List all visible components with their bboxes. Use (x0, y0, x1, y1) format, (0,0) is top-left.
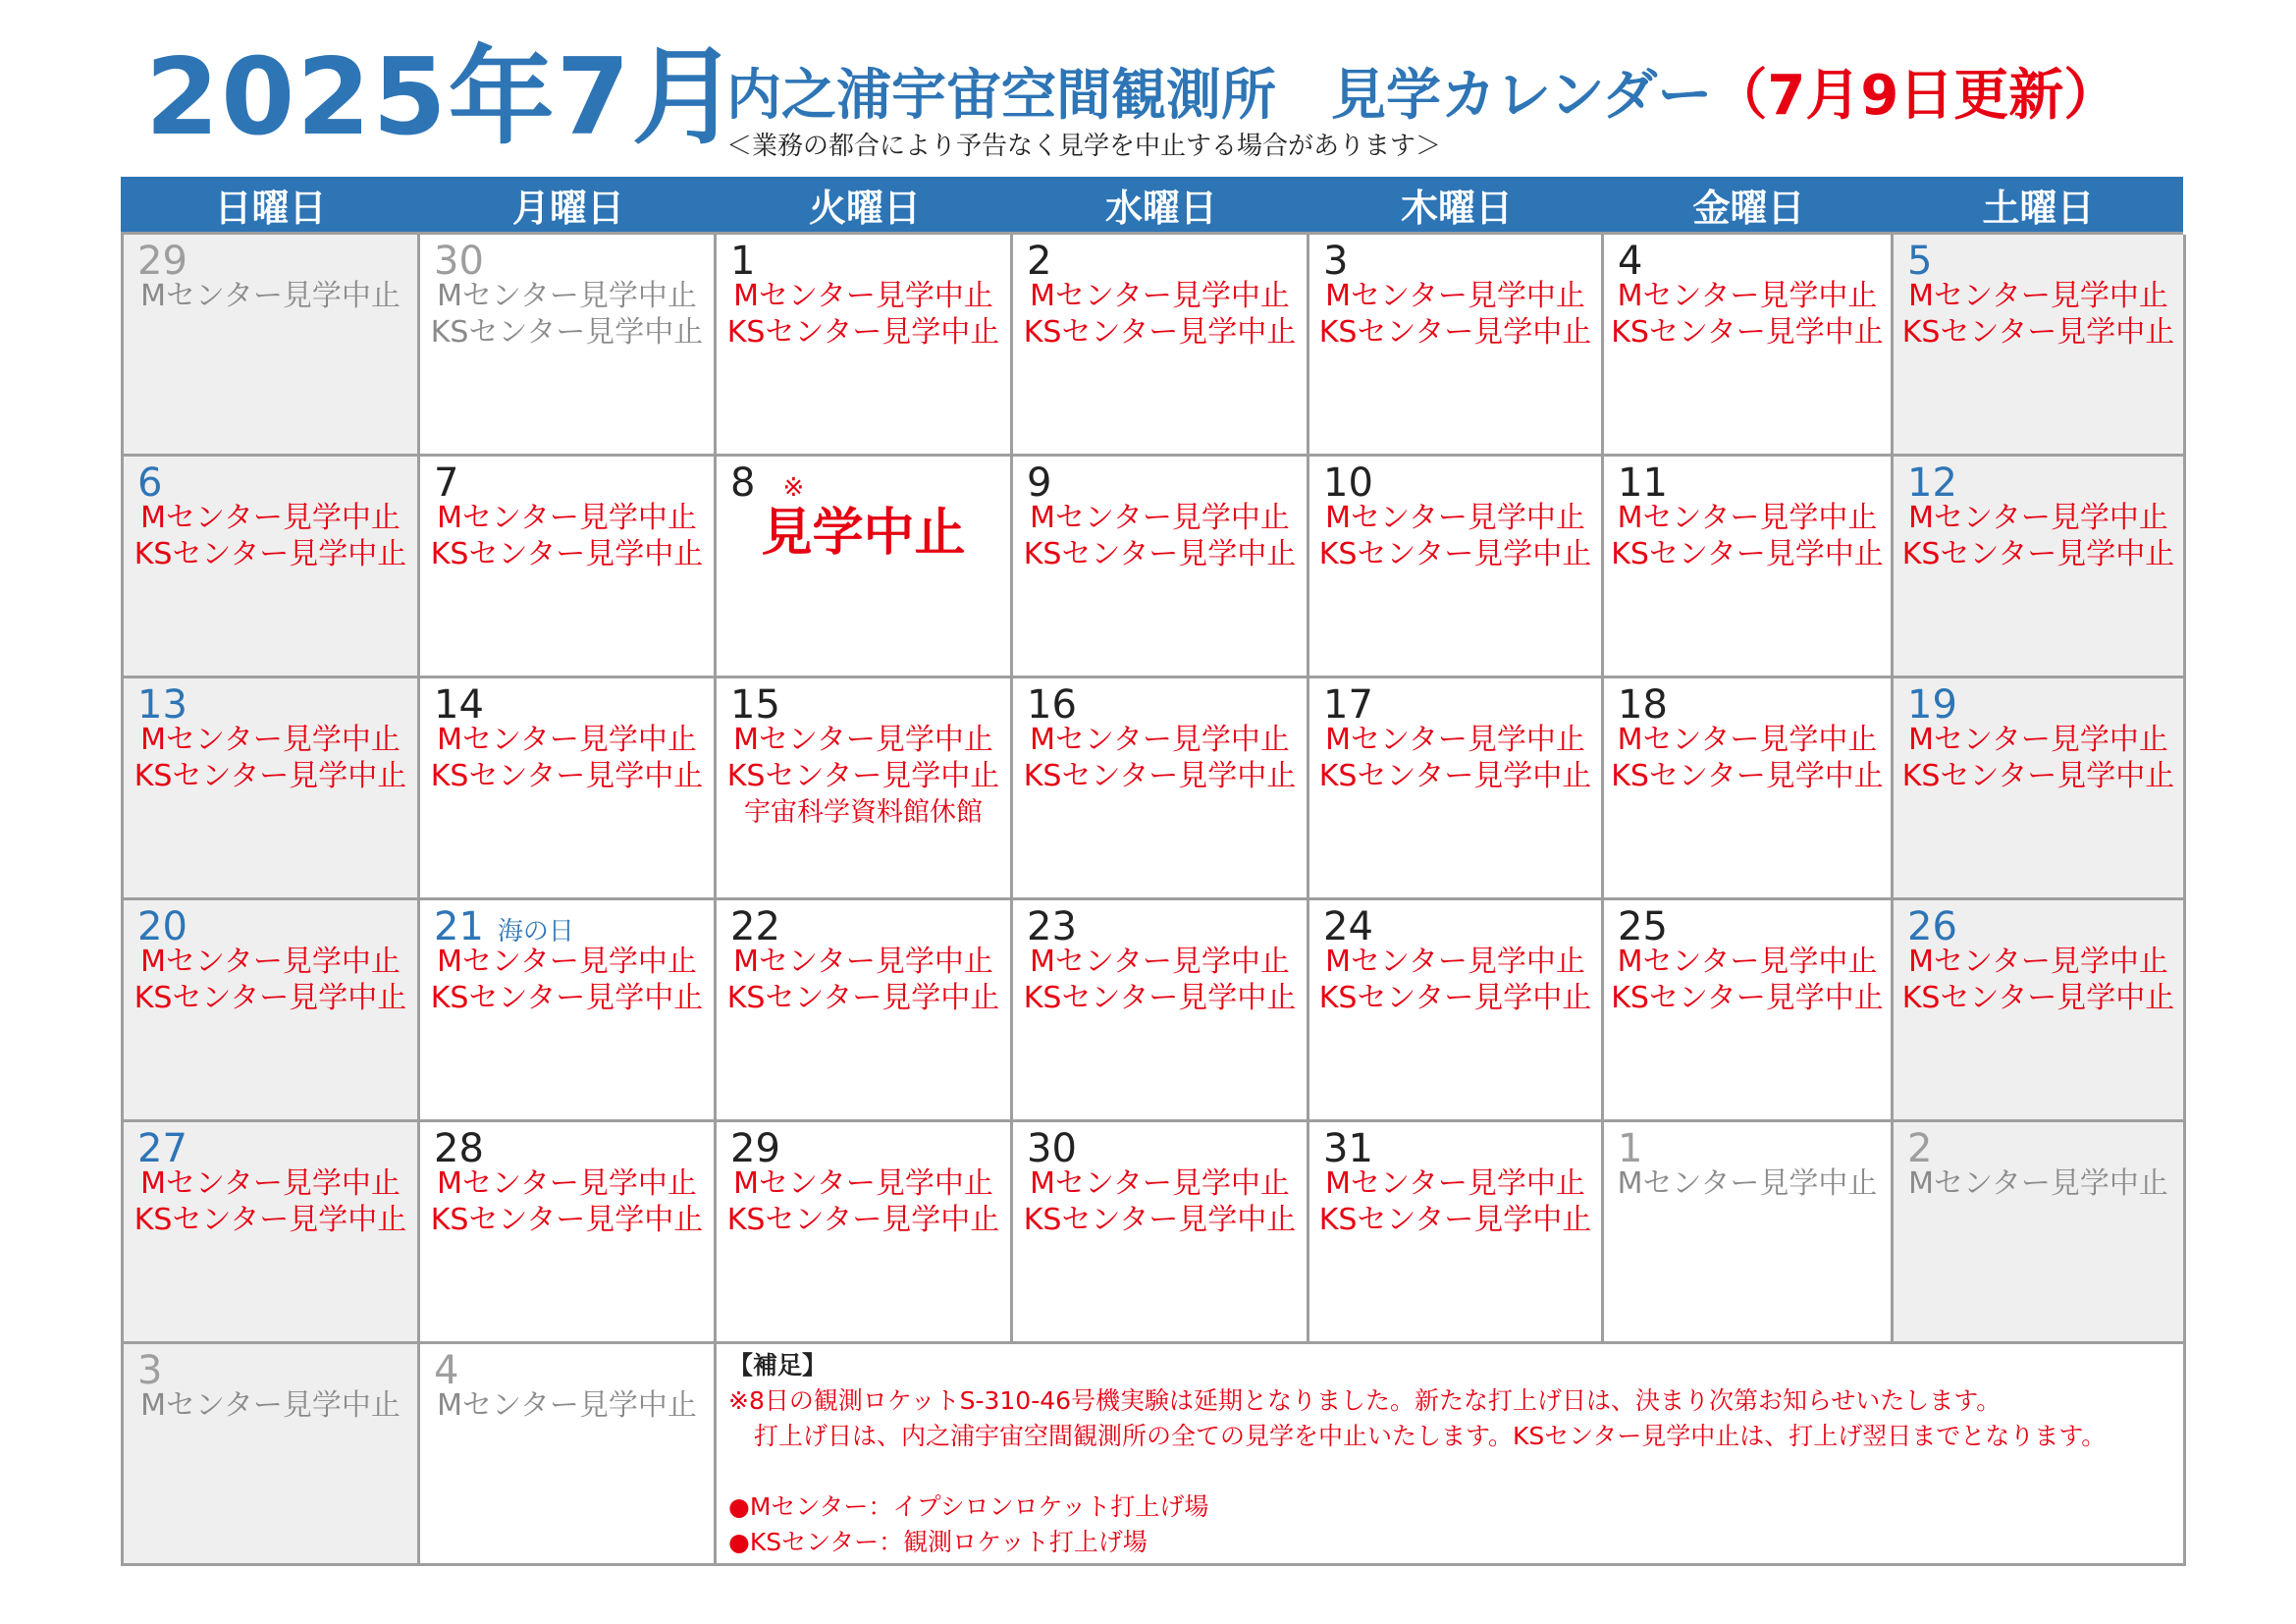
day-cell (1604, 678, 1894, 900)
ks-center-closed: KSセンター見学中止 (1023, 759, 1297, 793)
day-number: 14 (434, 682, 484, 728)
day-number: 26 (1907, 904, 1957, 949)
m-center-closed: Mセンター見学中止 (1030, 279, 1290, 313)
day-number: 19 (1907, 682, 1957, 728)
day-cell (1604, 1122, 1894, 1344)
ks-center-closed: KSセンター見学中止 (1318, 759, 1592, 793)
day-cell (420, 678, 717, 900)
day-number: 16 (1027, 682, 1077, 728)
day-cell (717, 457, 1013, 678)
ks-center-closed: KSセンター見学中止 (1901, 315, 2175, 350)
day-number: 29 (137, 239, 187, 284)
day-number: 2 (1907, 1126, 1933, 1171)
day-number: 1 (730, 239, 756, 284)
ks-center-closed: KSセンター見学中止 (726, 1203, 1000, 1237)
m-center-closed: Mセンター見学中止 (437, 279, 697, 313)
ks-center-closed: KSセンター見学中止 (1023, 1203, 1297, 1237)
m-center-closed: Mセンター見学中止 (733, 1166, 993, 1201)
day-number: 6 (137, 460, 163, 506)
m-center-closed: Mセンター見学中止 (437, 1166, 697, 1201)
m-center-closed: Mセンター見学中止 (1908, 501, 2168, 535)
m-center-closed: Mセンター見学中止 (1325, 1166, 1585, 1201)
day-cell (1309, 678, 1604, 900)
day-number: 24 (1323, 904, 1373, 949)
notice-text: ＜業務の都合により予告なく見学を中止する場合があります＞ (726, 132, 1442, 161)
day-number: 20 (137, 904, 187, 949)
m-center-closed: Mセンター見学中止 (1325, 945, 1585, 979)
day-number: 3 (137, 1348, 163, 1393)
note-postponed: ※8日の観測ロケットS-310-46号機実験は延期となりました。新たな打上げ日は、決まり次第お知らせいたします。 (728, 1386, 2002, 1415)
weekday-monday: 月曜日 (511, 186, 624, 230)
ks-center-closed: KSセンター見学中止 (1023, 315, 1297, 350)
m-center-closed: Mセンター見学中止 (1030, 1166, 1290, 1201)
day-cell (1604, 235, 1894, 457)
day-number: 10 (1323, 460, 1373, 506)
museum-closed: 宇宙科学資料館休館 (744, 797, 983, 828)
note-launch-day: 打上げ日は、内之浦宇宙空間観測所の全ての見学を中止いたします。KSセンター見学中止は、打上げ翌日までとなります。 (754, 1422, 2107, 1450)
note-m-center: ●Mセンター：イプシロンロケット打上げ場 (728, 1492, 1209, 1521)
day-cell (420, 235, 717, 457)
day-number-value: 21 (434, 904, 484, 949)
m-center-closed: Mセンター見学中止 (140, 1388, 400, 1423)
calendar-month-title: 2025年7月 (145, 36, 740, 159)
ks-center-closed: KSセンター見学中止 (1901, 537, 2175, 571)
day-number: 28 (434, 1126, 484, 1171)
m-center-closed: Mセンター見学中止 (1617, 1166, 1878, 1201)
m-center-closed: Mセンター見学中止 (733, 945, 993, 979)
m-center-closed: Mセンター見学中止 (1325, 723, 1585, 757)
m-center-closed: Mセンター見学中止 (1908, 1166, 2168, 1201)
day-number-value: 8 (730, 460, 756, 506)
m-center-closed: Mセンター見学中止 (140, 501, 400, 535)
ks-center-closed: KSセンター見学中止 (430, 1203, 704, 1237)
m-center-closed: Mセンター見学中止 (1617, 501, 1878, 535)
ks-center-closed: KSセンター見学中止 (1611, 537, 1884, 571)
day-number: 7 (434, 460, 459, 506)
day-cell (124, 235, 420, 457)
weekday-thursday: 木曜日 (1400, 186, 1513, 230)
day-number: 30 (1027, 1126, 1077, 1171)
ks-center-closed: KSセンター見学中止 (726, 981, 1000, 1015)
day-number: 4 (1618, 239, 1643, 284)
ks-center-closed: KSセンター見学中止 (726, 315, 1000, 350)
weekday-tuesday: 火曜日 (808, 186, 921, 230)
m-center-closed: Mセンター見学中止 (140, 279, 400, 313)
m-center-closed: Mセンター見学中止 (1030, 723, 1290, 757)
note-ks-center: ●KSセンター：観測ロケット打上げ場 (728, 1528, 1148, 1556)
day-number: 12 (1907, 460, 1957, 506)
day-cell (124, 1344, 420, 1566)
day-number: 17 (1323, 682, 1373, 728)
day-number: 27 (137, 1126, 187, 1171)
day-number: 29 (730, 1126, 780, 1171)
day-cell (1309, 457, 1604, 678)
ks-center-closed: KSセンター見学中止 (726, 759, 1000, 793)
update-date: （7月9日更新） (1712, 64, 2119, 128)
day-cell (420, 457, 717, 678)
m-center-closed: Mセンター見学中止 (1325, 501, 1585, 535)
ks-center-closed: KSセンター見学中止 (1901, 759, 2175, 793)
day-cell (1013, 900, 1309, 1122)
calendar-subtitle (726, 64, 2119, 128)
weekday-saturday: 土曜日 (1982, 186, 2095, 230)
day-number: 23 (1027, 904, 1077, 949)
m-center-closed: Mセンター見学中止 (1325, 279, 1585, 313)
ks-center-closed: KSセンター見学中止 (1318, 1203, 1592, 1237)
m-center-closed: Mセンター見学中止 (437, 501, 697, 535)
holiday-label: 海の日 (497, 917, 574, 947)
m-center-closed: Mセンター見学中止 (1030, 945, 1290, 979)
day-cell (420, 1122, 717, 1344)
day-number: 25 (1618, 904, 1668, 949)
day-number: 30 (434, 239, 484, 284)
day-cell (717, 900, 1013, 1122)
day-number: 11 (1618, 460, 1668, 506)
day-cell (717, 1122, 1013, 1344)
ks-center-closed: KSセンター見学中止 (133, 1203, 407, 1237)
day-number: 15 (730, 682, 780, 728)
ks-center-closed: KSセンター見学中止 (430, 759, 704, 793)
ks-center-closed: KSセンター見学中止 (1611, 981, 1884, 1015)
supplement-notes (717, 1344, 2186, 1566)
ks-center-closed: KSセンター見学中止 (430, 537, 704, 571)
ks-center-closed: KSセンター見学中止 (1023, 537, 1297, 571)
notes-heading: 【補足】 (728, 1351, 828, 1380)
m-center-closed: Mセンター見学中止 (733, 279, 993, 313)
day-cell (124, 1122, 420, 1344)
ks-center-closed: KSセンター見学中止 (133, 981, 407, 1015)
m-center-closed: Mセンター見学中止 (1617, 723, 1878, 757)
m-center-closed: Mセンター見学中止 (1617, 945, 1878, 979)
ks-center-closed: KSセンター見学中止 (430, 981, 704, 1015)
day-cell (124, 678, 420, 900)
m-center-closed: Mセンター見学中止 (1908, 723, 2168, 757)
day-number: 13 (137, 682, 187, 728)
day-cell (717, 678, 1013, 900)
day-cell (1894, 235, 2186, 457)
weekday-friday: 金曜日 (1692, 186, 1805, 230)
day-cell (1894, 678, 2186, 900)
day-cell (1894, 457, 2186, 678)
m-center-closed: Mセンター見学中止 (1908, 945, 2168, 979)
calendar (121, 177, 2183, 1559)
day-cell (1894, 900, 2186, 1122)
day-number: 1 (1618, 1126, 1643, 1171)
ks-center-closed: KSセンター見学中止 (1901, 981, 2175, 1015)
calendar-grid (121, 232, 2183, 1566)
day-number: 18 (1618, 682, 1668, 728)
ks-center-closed: KSセンター見学中止 (1318, 981, 1592, 1015)
weekday-wednesday: 水曜日 (1104, 186, 1217, 230)
m-center-closed: Mセンター見学中止 (1030, 501, 1290, 535)
ks-center-closed: KSセンター見学中止 (1318, 537, 1592, 571)
day-cell (124, 900, 420, 1122)
all-tours-closed: 見学中止 (761, 504, 966, 563)
m-center-closed: Mセンター見学中止 (140, 723, 400, 757)
day-cell (420, 900, 717, 1122)
ks-center-closed: KSセンター見学中止 (1611, 315, 1884, 350)
ks-center-closed: KSセンター見学中止 (430, 315, 704, 350)
m-center-closed: Mセンター見学中止 (437, 945, 697, 979)
day-number: 22 (730, 904, 780, 949)
m-center-closed: Mセンター見学中止 (140, 945, 400, 979)
day-cell (1013, 678, 1309, 900)
day-cell (1894, 1122, 2186, 1344)
m-center-closed: Mセンター見学中止 (733, 723, 993, 757)
ks-center-closed: KSセンター見学中止 (1611, 759, 1884, 793)
day-number: 5 (1907, 239, 1933, 284)
m-center-closed: Mセンター見学中止 (437, 1388, 697, 1423)
day-cell (1604, 457, 1894, 678)
ks-center-closed: KSセンター見学中止 (133, 759, 407, 793)
ks-center-closed: KSセンター見学中止 (1023, 981, 1297, 1015)
day-cell (1309, 1122, 1604, 1344)
day-cell (717, 235, 1013, 457)
weekday-header (121, 177, 2183, 232)
day-cell (1309, 235, 1604, 457)
day-cell (1309, 900, 1604, 1122)
day-cell (1013, 1122, 1309, 1344)
m-center-closed: Mセンター見学中止 (1617, 279, 1878, 313)
day-number: 9 (1027, 460, 1052, 506)
day-cell (124, 457, 420, 678)
day-number: 31 (1323, 1126, 1373, 1171)
note-mark: ※ (782, 473, 805, 503)
observatory-calendar-title: 内之浦宇宙空間観測所 見学カレンダー (726, 64, 1713, 128)
day-cell (420, 1344, 717, 1566)
day-cell (1604, 900, 1894, 1122)
weekday-sunday: 日曜日 (214, 186, 327, 230)
day-number: 2 (1027, 239, 1052, 284)
day-number: 3 (1323, 239, 1349, 284)
ks-center-closed: KSセンター見学中止 (133, 537, 407, 571)
m-center-closed: Mセンター見学中止 (140, 1166, 400, 1201)
day-cell (1013, 457, 1309, 678)
m-center-closed: Mセンター見学中止 (437, 723, 697, 757)
day-number: 4 (434, 1348, 459, 1393)
m-center-closed: Mセンター見学中止 (1908, 279, 2168, 313)
day-cell (1013, 235, 1309, 457)
ks-center-closed: KSセンター見学中止 (1318, 315, 1592, 350)
